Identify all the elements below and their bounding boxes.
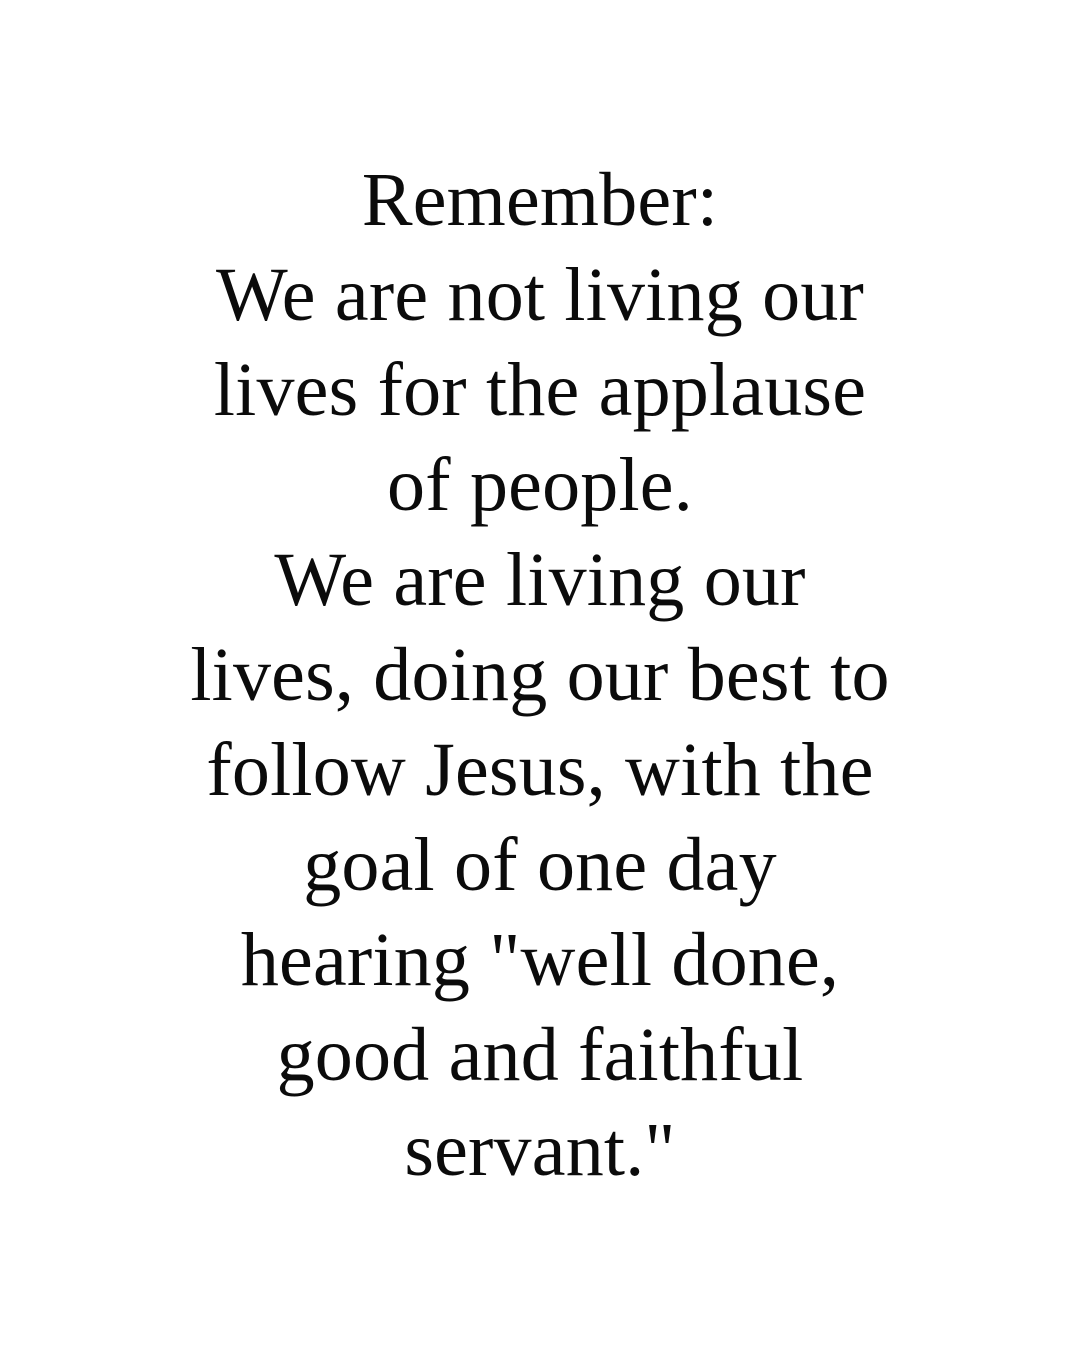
quote-line: Remember: <box>361 157 719 242</box>
quote-line: We are living our <box>274 537 806 622</box>
quote-line: servant." <box>404 1107 676 1192</box>
quote-line: good and faithful <box>276 1012 804 1097</box>
quote-line: We are not living our <box>215 252 865 337</box>
quote-line: lives for the applause <box>213 347 867 432</box>
quote-line: goal of one day <box>303 822 777 907</box>
quote-line: lives, doing our best to <box>190 632 890 717</box>
quote-line: of people. <box>387 442 693 527</box>
quote-line: follow Jesus, with the <box>206 727 874 812</box>
quote-line: hearing "well done, <box>240 917 840 1002</box>
quote-text-block <box>130 153 950 1198</box>
